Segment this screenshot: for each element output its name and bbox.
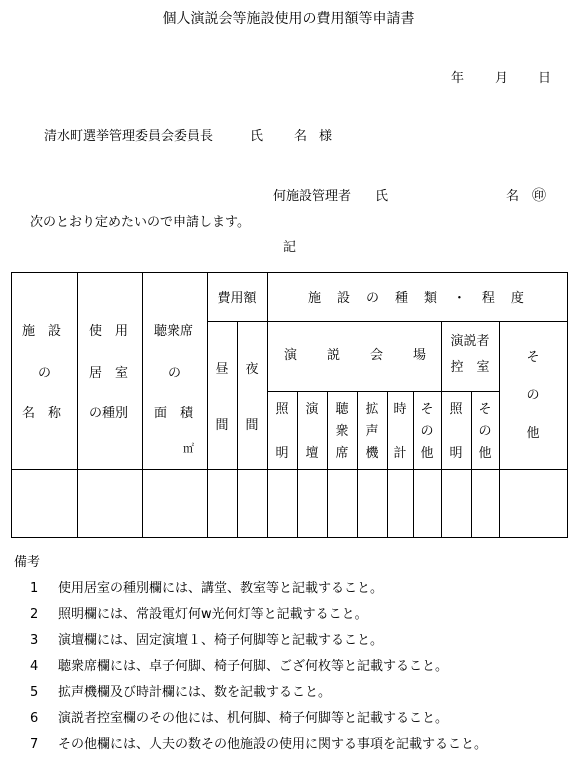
addressee-title: 氏 bbox=[250, 129, 264, 144]
audience-area-field[interactable] bbox=[143, 470, 207, 537]
daytime-cost-field[interactable] bbox=[208, 470, 237, 537]
other-header: そ bbox=[526, 350, 540, 365]
remarks-heading: 備考 bbox=[14, 555, 41, 570]
room-type-header: 使 用 bbox=[89, 324, 129, 339]
remark-item: 5 拡声機欄及び時計欄には、数を記載すること。 bbox=[30, 685, 332, 700]
applicant-name-label: 名 bbox=[506, 189, 520, 204]
lighting-field[interactable] bbox=[268, 470, 297, 537]
venue-other-header: そ bbox=[420, 402, 434, 417]
loudspeaker-header: 拡 bbox=[365, 402, 379, 417]
speaker-lighting-field[interactable] bbox=[442, 470, 471, 537]
remark-item: 3 演壇欄には、固定演壇１、椅子何脚等と記載すること。 bbox=[30, 633, 384, 648]
facility-name-field[interactable] bbox=[12, 470, 77, 537]
date-day-label: 日 bbox=[538, 71, 552, 86]
venue-other-field[interactable] bbox=[414, 470, 441, 537]
addressee-name-label: 名 bbox=[294, 129, 308, 144]
date-month-label: 月 bbox=[495, 71, 509, 86]
application-table: 施 設 の 名 称 使 用 居 室 の種別 聴衆席 の 面 積 ㎡ 費用額 昼 間 夜 間 施 設 の 種 類 ・ 程 度 演 説 会 場 演説者 控 室 そ の 他 照 明 演 壇 聴 衆 席 拡 声 機 時 計 そ の 他 照 明 そ の 他 bbox=[11, 272, 568, 538]
speaker-other-header: そ bbox=[478, 402, 492, 417]
night-cost-field[interactable] bbox=[238, 470, 267, 537]
podium-header: 演 bbox=[305, 402, 319, 417]
intro-text: 次のとおり定めたいので申請します。 bbox=[30, 215, 250, 230]
addressee-honorific: 様 bbox=[319, 129, 333, 144]
remark-item: 1 使用居室の種別欄には、講堂、教室等と記載すること。 bbox=[30, 581, 384, 596]
speaker-other-field[interactable] bbox=[472, 470, 499, 537]
ki-label: 記 bbox=[283, 240, 297, 255]
clock-field[interactable] bbox=[388, 470, 413, 537]
venue-header: 演 説 会 場 bbox=[284, 348, 426, 363]
remark-item: 4 聴衆席欄には、卓子何脚、椅子何脚、ござ何枚等と記載すること。 bbox=[30, 659, 449, 674]
applicant-role: 何施設管理者 bbox=[273, 189, 352, 204]
cost-header: 費用額 bbox=[217, 291, 257, 306]
loudspeaker-field[interactable] bbox=[358, 470, 387, 537]
other-field[interactable] bbox=[500, 470, 567, 537]
type-degree-header: 施 設 の 種 類 ・ 程 度 bbox=[308, 291, 524, 306]
lighting-header: 照 bbox=[275, 402, 289, 417]
speaker-lighting-header: 照 bbox=[449, 402, 463, 417]
daytime-header: 昼 bbox=[215, 362, 229, 377]
seal-mark: ㊞ bbox=[532, 188, 546, 204]
audience-area-header: 聴衆席 bbox=[154, 324, 194, 339]
night-header: 夜 bbox=[245, 362, 259, 377]
audience-seats-field[interactable] bbox=[328, 470, 357, 537]
remark-item: 7 その他欄には、人夫の数その他施設の使用に関する事項を記載すること。 bbox=[30, 737, 488, 752]
date-year-label: 年 bbox=[451, 71, 465, 86]
audience-seats-header: 聴 bbox=[335, 402, 349, 417]
clock-header: 時 bbox=[393, 402, 407, 417]
facility-name-header: 施 設 bbox=[22, 324, 62, 339]
speaker-room-header: 演説者 bbox=[450, 334, 490, 349]
room-type-field[interactable] bbox=[78, 470, 142, 537]
remark-item: 6 演説者控室欄のその他には、机何脚、椅子何脚等と記載すること。 bbox=[30, 711, 449, 726]
podium-field[interactable] bbox=[298, 470, 327, 537]
document-title: 個人演説会等施設使用の費用額等申請書 bbox=[162, 11, 415, 27]
addressee-name: 清水町選挙管理委員会委員長 bbox=[44, 129, 214, 144]
applicant-title: 氏 bbox=[375, 189, 389, 204]
remark-item: 2 照明欄には、常設電灯何w光何灯等と記載すること。 bbox=[30, 607, 368, 622]
